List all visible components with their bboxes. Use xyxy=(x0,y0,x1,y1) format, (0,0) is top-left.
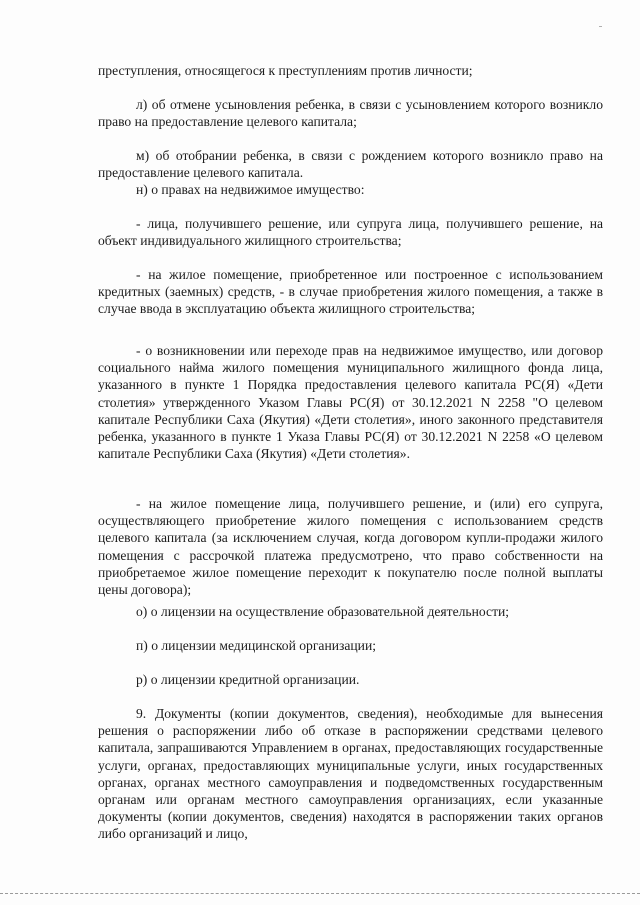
paragraph-continuation: преступления, относящегося к преступлениям против личности; xyxy=(98,63,473,78)
paragraph-9: 9. Документы (копии документов, сведения), необходимые для вынесения решения о распоряжении либо об отказе в распоряжении средствами целевого капитала, запрашиваются Управлением в органах, предоставляющих государственные услуги, органах, предоставляющих муниципальные услуги, иных государственных органах, органах местного самоуправления и подведомственных государственным органам или органам местного самоуправления организациях, если указанные документы (копии документов, сведения) находятся в распоряжении таких органов либо организаций и лицо, xyxy=(98,706,603,842)
paragraph-m: м) об отобрании ребенка, в связи с рождением которого возникло право на предоставление целевого капитала. xyxy=(98,148,603,181)
bottom-edge-line xyxy=(0,893,640,894)
list-item-credit-housing: - на жилое помещение, приобретенное или построенное с использованием кредитных (заемных) средств, - в случае приобретения жилого помещения, а также в случае ввода в эксплуатацию объекта жилищного строительства; xyxy=(98,267,603,317)
list-item-capital-purchase: - на жилое помещение лица, получившего решение, и (или) его супруга, осуществляющего приобретение жилого помещения с использованием средств целевого капитала (за исключением случая, когда договором купли-продажи жилого помещения с рассрочкой платежа предусмотрено, что право собственности на приобретаемое жилое помещение переходит к покупателю после полной выплаты цены договора); xyxy=(98,496,603,598)
paragraph-r: р) о лицензии кредитной организации. xyxy=(136,672,360,687)
scan-speck xyxy=(599,26,602,27)
paragraph-o: о) о лицензии на осуществление образовательной деятельности; xyxy=(136,604,510,619)
list-item-individual-housing: - лица, получившего решение, или супруга лица, получившего решение, на объект индивидуального жилищного строительства; xyxy=(98,216,603,249)
paragraph-p: п) о лицензии медицинской организации; xyxy=(136,638,377,653)
paragraph-n: н) о правах на недвижимое имущество: xyxy=(136,182,365,197)
paragraph-l: л) об отмене усыновления ребенка, в связи с усыновлением которого возникло право на предоставление целевого капитала; xyxy=(98,97,603,130)
list-item-property-rights: - о возникновении или переходе прав на недвижимое имущество, или договор социального найма жилого помещения муниципального жилищного фонда лица, указанного в пункте 1 Порядка предоставления целевого капитала РС(Я) «Дети столетия» утвержденного Указом Главы РС(Я) от 30.12.2021 N 2258 "О целевом капитале Республики Саха (Якутия) «Дети столетия», иного законного представителя ребенка, указанного в пункте 1 Указа Главы РС(Я) от 30.12.2021 N 2258 «О целевом капитале Республики Саха (Якутия) «Дети столетия». xyxy=(98,343,603,462)
